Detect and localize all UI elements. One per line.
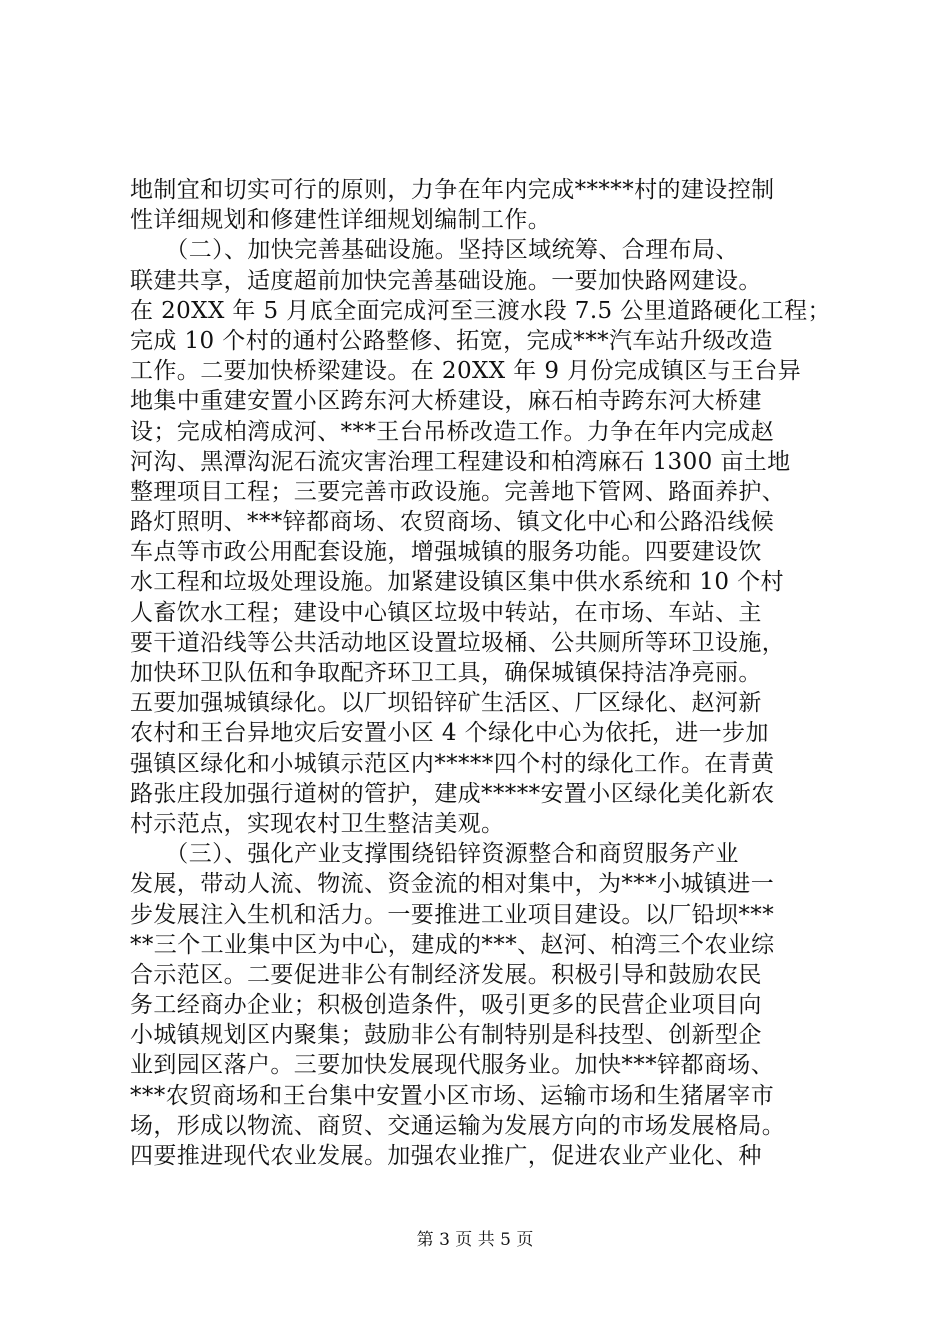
text-line: ***农贸商场和王台集中安置小区市场、运输市场和生猪屠宰市 bbox=[130, 1082, 775, 1109]
text-line: 业到园区落户。三要加快发展现代服务业。加快***锌都商场、 bbox=[130, 1052, 775, 1079]
text-line: 农村和王台异地灾后安置小区 4 个绿化中心为依托，进一步加 bbox=[130, 720, 769, 747]
text-line: 路灯照明、***锌都商场、农贸商场、镇文化中心和公路沿线候 bbox=[130, 509, 775, 536]
text-line: 五要加强城镇绿化。以厂坝铅锌矿生活区、厂区绿化、赵河新 bbox=[130, 690, 762, 717]
text-line: 工作。二要加快桥梁建设。在 20XX 年 9 月份完成镇区与王台异 bbox=[130, 358, 802, 385]
text-line: 合示范区。二要促进非公有制经济发展。积极引导和鼓励农民 bbox=[130, 961, 762, 988]
text-line: 四要推进现代农业发展。加强农业推广，促进农业产业化、种 bbox=[130, 1143, 762, 1169]
text-line: 步发展注入生机和活力。一要推进工业项目建设。以厂铅坝*** bbox=[130, 901, 775, 928]
text-line: 人畜饮水工程；建设中心镇区垃圾中转站，在市场、车站、主 bbox=[130, 599, 762, 626]
text-line: 场，形成以物流、商贸、交通运输为发展方向的市场发展格局。 bbox=[130, 1112, 786, 1139]
text-line: 水工程和垃圾处理设施。加紧建设镇区集中供水系统和 10 个村 bbox=[130, 569, 784, 596]
text-line: 强镇区绿化和小城镇示范区内*****四个村的绿化工作。在青黄 bbox=[130, 750, 775, 777]
text-line: 整理项目工程；三要完善市政设施。完善地下管网、路面养护、 bbox=[130, 478, 786, 505]
text-line: 设；完成柏湾成河、***王台吊桥改造工作。力争在年内完成赵 bbox=[130, 418, 775, 445]
text-line: （三）、强化产业支撑围绕铅锌资源整合和商贸服务产业 bbox=[130, 841, 739, 868]
text-line: 地集中重建安置小区跨东河大桥建设，麻石柏寺跨东河大桥建 bbox=[130, 388, 762, 415]
body-text bbox=[130, 175, 835, 1171]
page-footer bbox=[0, 1229, 950, 1251]
text-line: 小城镇规划区内聚集；鼓励非公有制特别是科技型、创新型企 bbox=[130, 1022, 762, 1049]
text-line: 地制宜和切实可行的原则，力争在年内完成*****村的建设控制 bbox=[130, 177, 775, 203]
text-line: 在 20XX 年 5 月底全面完成河至三渡水段 7.5 公里道路硬化工程； bbox=[130, 297, 831, 324]
text-line: 完成 10 个村的通村公路整修、拓宽，完成***汽车站升级改造 bbox=[130, 327, 773, 354]
text-line: 联建共享，适度超前加快完善基础设施。一要加快路网建设。 bbox=[130, 267, 762, 294]
text-line: 务工经商办企业；积极创造条件，吸引更多的民营企业项目向 bbox=[130, 992, 762, 1019]
text-line: **三个工业集中区为中心，建成的***、赵河、柏湾三个农业综 bbox=[130, 931, 775, 958]
text-line: 要干道沿线等公共活动地区设置垃圾桶、公共厕所等环卫设施， bbox=[130, 629, 786, 656]
text-line: 性详细规划和修建性详细规划编制工作。 bbox=[130, 207, 552, 234]
text-line: 加快环卫队伍和争取配齐环卫工具，确保城镇保持洁净亮丽。 bbox=[130, 660, 762, 686]
text-line: 路张庄段加强行道树的管护，建成*****安置小区绿化美化新农 bbox=[130, 780, 775, 807]
text-line: 车点等市政公用配套设施，增强城镇的服务功能。四要建设饮 bbox=[130, 539, 762, 566]
page-number: 第 3 页 共 5 页 bbox=[416, 1230, 534, 1250]
text-line: （二）、加快完善基础设施。坚持区域统筹、合理布局、 bbox=[130, 237, 739, 264]
text-line: 发展，带动人流、物流、资金流的相对集中，为***小城镇进一 bbox=[130, 871, 775, 898]
text-line: 村示范点，实现农村卫生整洁美观。 bbox=[130, 810, 505, 837]
text-line: 河沟、黑潭沟泥石流灾害治理工程建设和柏湾麻石 1300 亩土地 bbox=[130, 448, 791, 475]
